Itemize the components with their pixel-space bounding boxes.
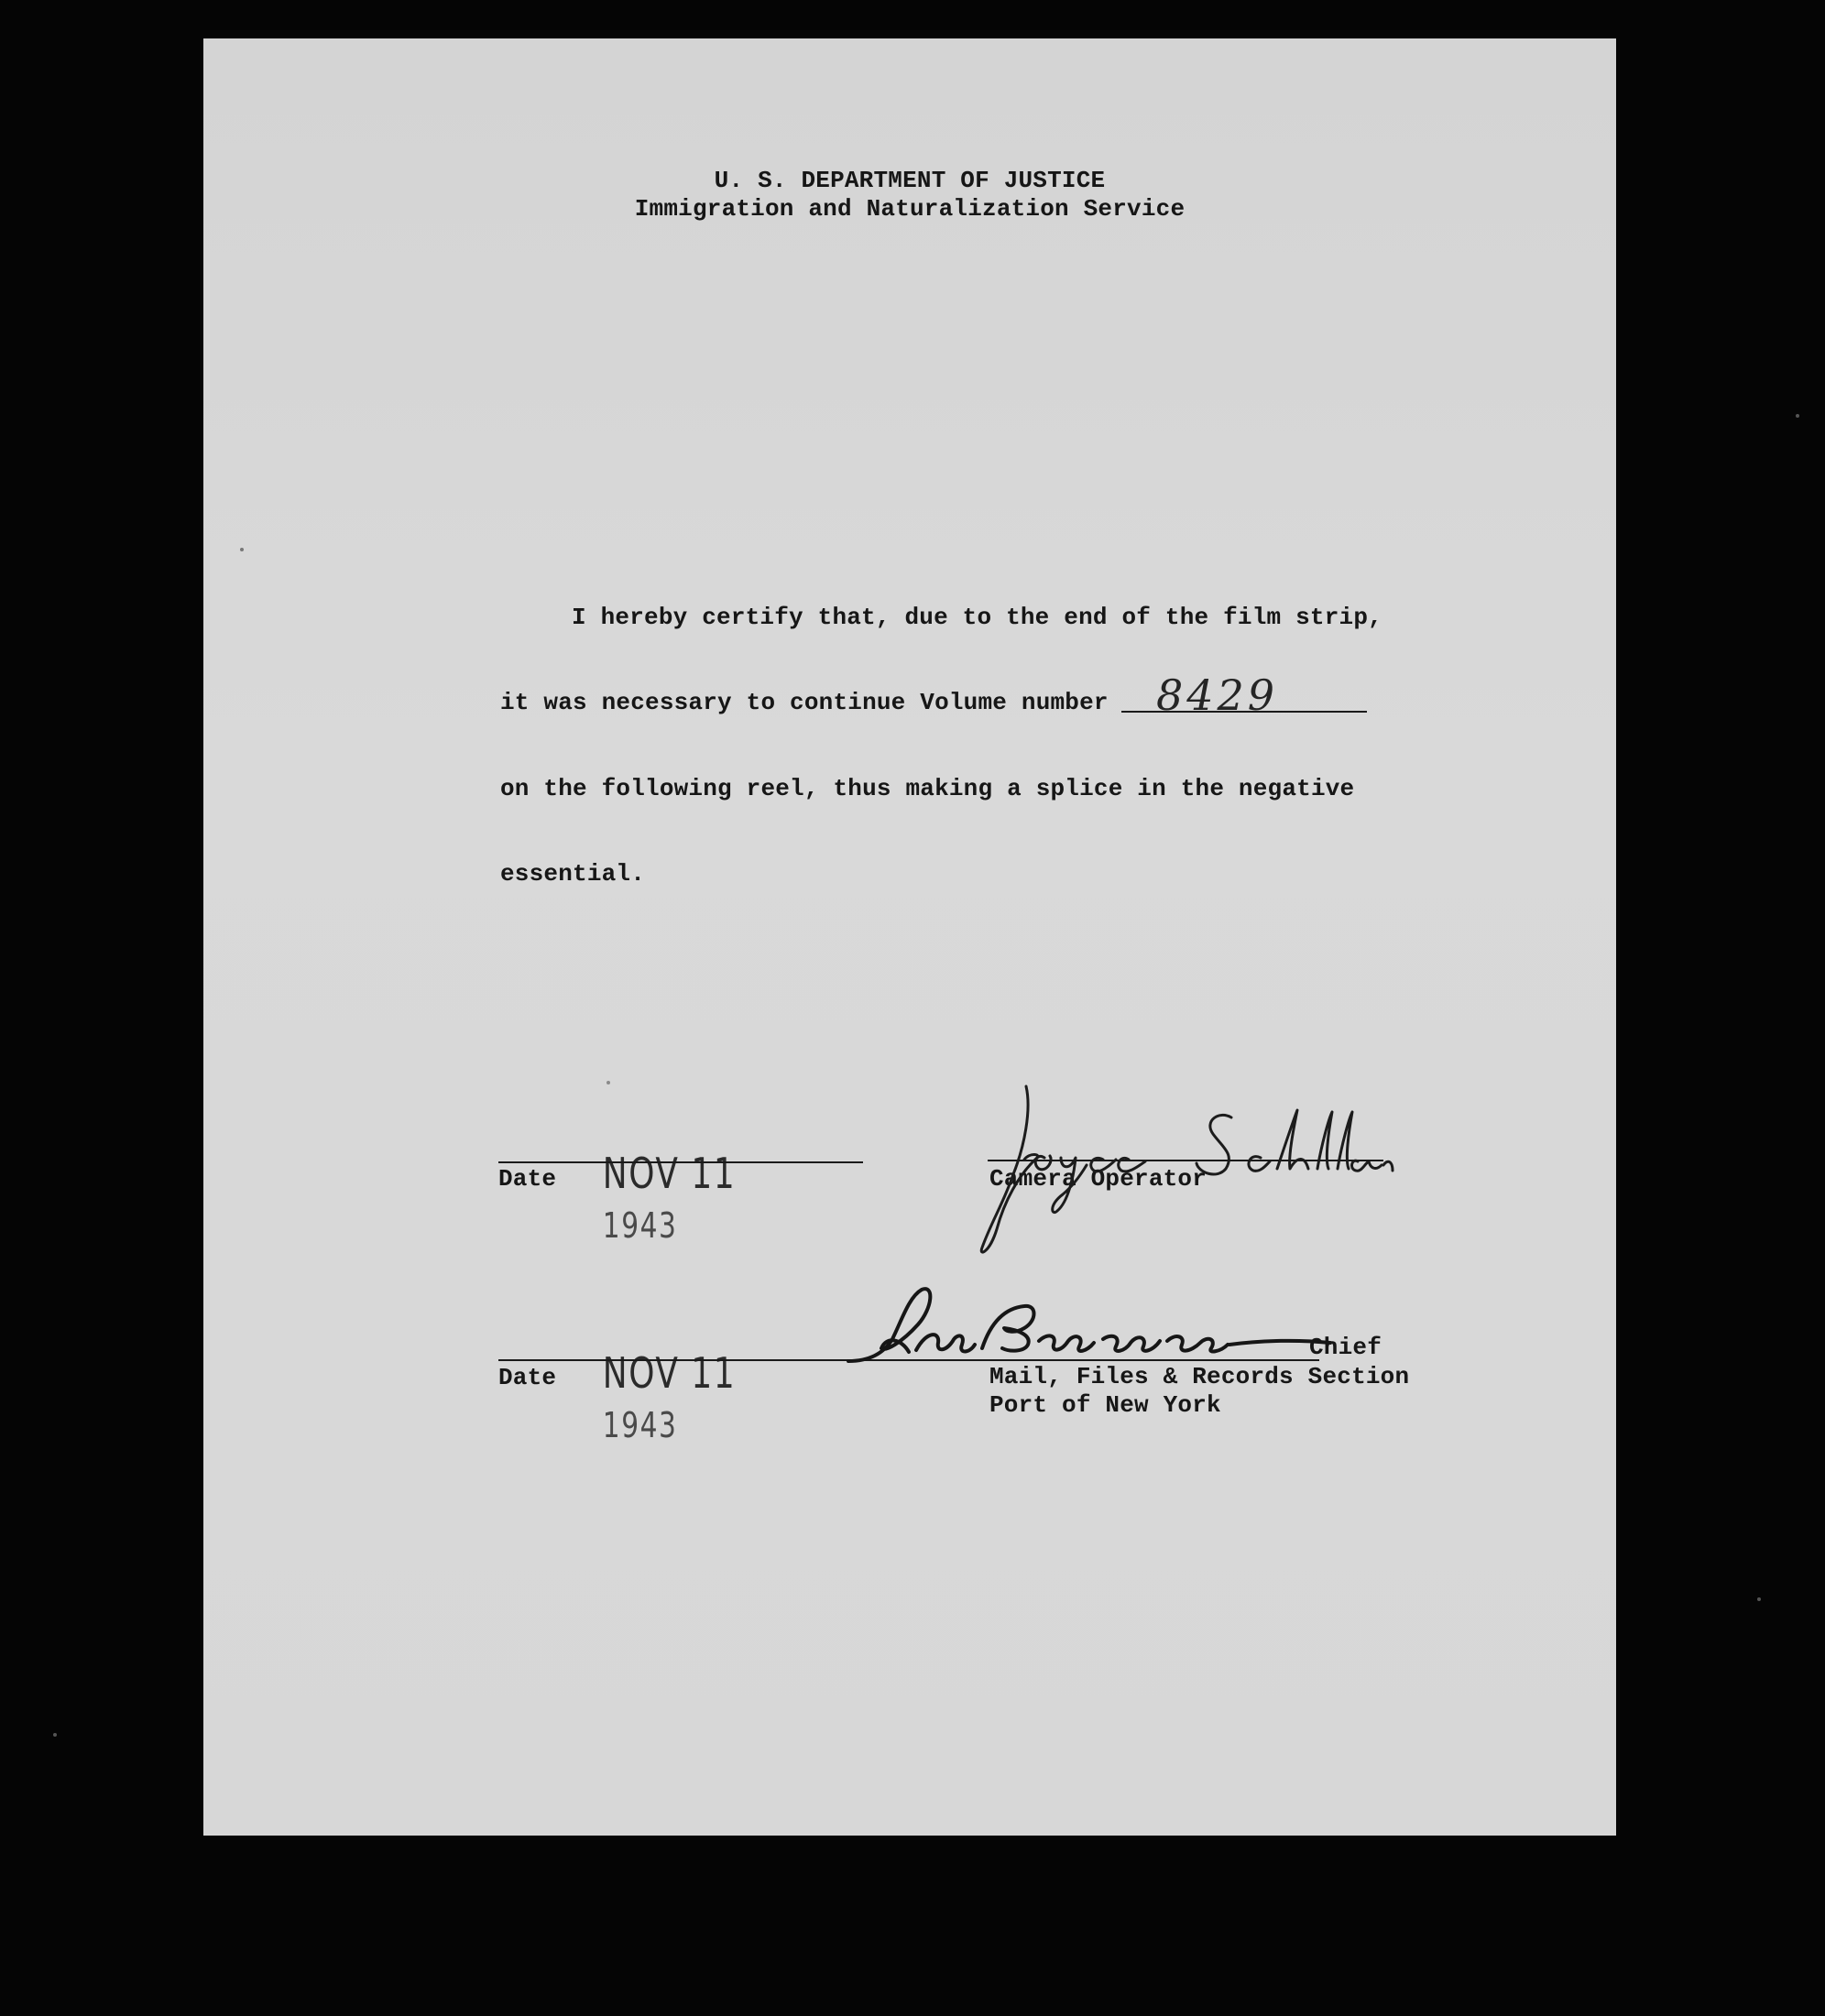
certificate-line-1: I hereby certify that, due to the end of the film strip, bbox=[572, 604, 1382, 631]
volume-number-handwritten: 8429 bbox=[1156, 670, 1279, 720]
mail-files-records-title: Mail, Files & Records Section bbox=[989, 1363, 1410, 1390]
date-stamp-2-year: 1943 bbox=[602, 1405, 678, 1445]
date-rule-2 bbox=[498, 1359, 863, 1361]
date-stamp-1-day: NOV 11 bbox=[602, 1149, 737, 1198]
date-label-1: Date bbox=[498, 1165, 557, 1193]
port-of-new-york-title: Port of New York bbox=[989, 1391, 1221, 1419]
date-stamp-2-day: NOV 11 bbox=[602, 1348, 737, 1398]
header-department: U. S. DEPARTMENT OF JUSTICE bbox=[714, 167, 1106, 194]
signature-camera-operator bbox=[973, 1073, 1394, 1257]
scan-speck bbox=[607, 1081, 610, 1084]
camera-operator-title: Camera Operator bbox=[989, 1165, 1208, 1193]
date-label-2: Date bbox=[498, 1364, 557, 1391]
border-speck bbox=[53, 1733, 57, 1737]
paper-sheet bbox=[203, 38, 1616, 1836]
certificate-line-4: essential. bbox=[500, 860, 646, 888]
signature-chief bbox=[845, 1284, 1358, 1376]
certificate-line-2: it was necessary to continue Volume number bbox=[500, 689, 1109, 716]
header-service: Immigration and Naturalization Service bbox=[634, 195, 1186, 223]
certificate-line-3: on the following reel, thus making a splice in the negative bbox=[500, 775, 1355, 802]
border-speck bbox=[1796, 414, 1799, 418]
date-stamp-2 bbox=[531, 1299, 736, 1497]
date-rule-1 bbox=[498, 1161, 863, 1163]
border-speck bbox=[240, 548, 244, 551]
date-stamp-1 bbox=[531, 1099, 736, 1297]
date-stamp-1-year: 1943 bbox=[602, 1205, 678, 1246]
chief-title: Chief bbox=[1309, 1334, 1382, 1361]
border-speck bbox=[1757, 1597, 1761, 1601]
